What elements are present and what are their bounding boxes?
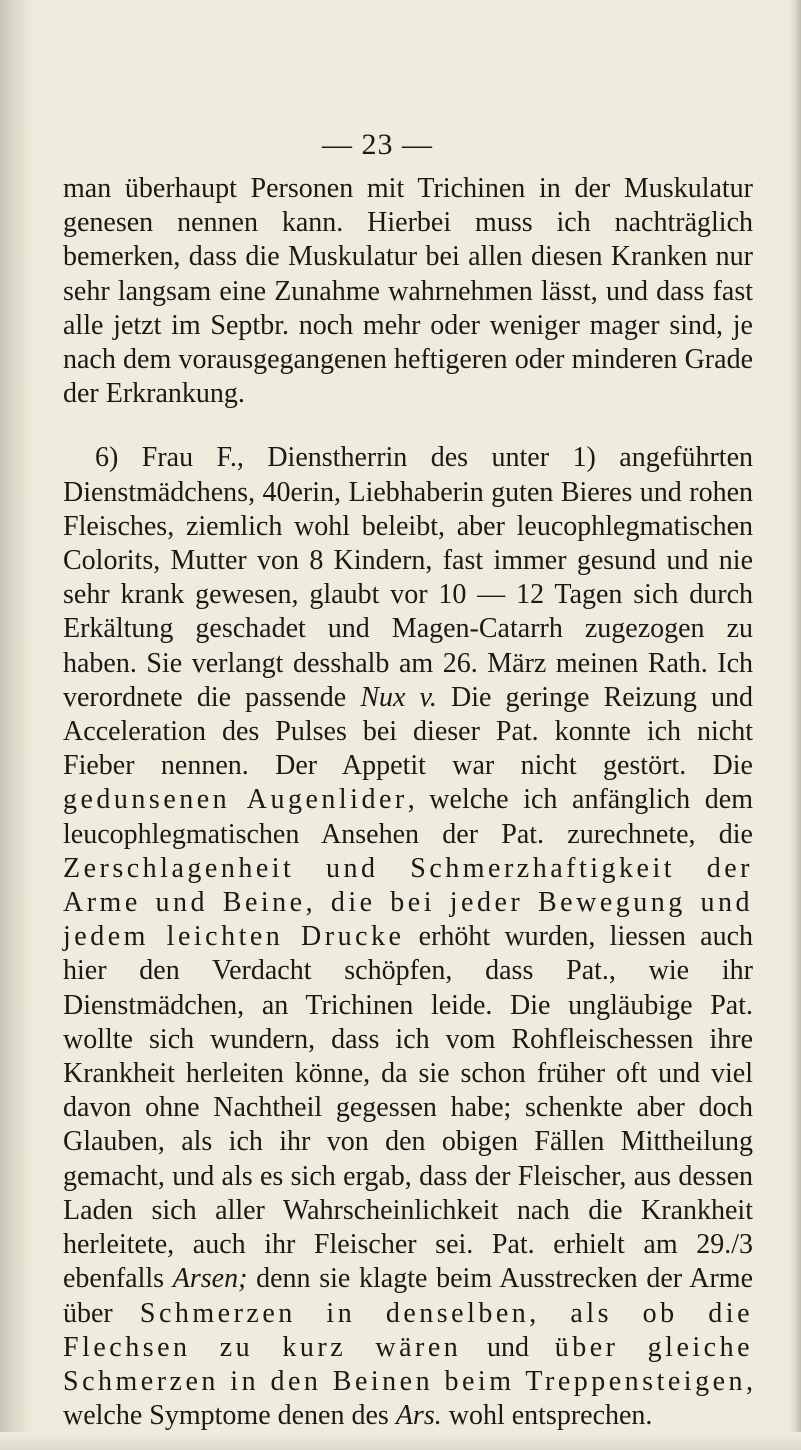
text-run: erhöht wurden, liessen auch hier den Verdacht schöpfen, dass Pat., wie ihr Dienstmädchen, an Trichinen leide. Die ungläubige Pat. wollte sich wundern, dass ich vom Rohfleischessen ihre Krankheit herleiten könne, da sie schon früher oft und viel davon ohne Nachtheil gegessen habe; schenkte aber doch Glauben, als ich ihr von den obigen Fällen Mittheilung gemacht, und als es sich ergab, dass der Fleischer, aus dessen Laden sich aller Wahrscheinlichkeit nach die Krankheit herleitete, auch ihr Fleischer sei. Pat. erhielt am 29./3 ebenfalls bbox=[63, 921, 753, 1295]
remedy-name-nux: Nux v. bbox=[360, 681, 437, 713]
text-run: , welche ich anfänglich dem leucophlegmatischen Ansehen der Pat. zurechnete, die bbox=[63, 784, 753, 850]
remedy-name-arsen: Arsen; bbox=[172, 1263, 248, 1295]
text-run: und bbox=[461, 1331, 555, 1363]
gutter-shadow bbox=[0, 0, 34, 1450]
emphasized-symptom: über gleiche Schmerzen in den Beinen beim Treppensteigen bbox=[63, 1331, 754, 1397]
page-edge-bottom bbox=[0, 1432, 801, 1450]
text-run: , welche Symptome denen des bbox=[63, 1365, 753, 1432]
body-text bbox=[63, 172, 753, 1433]
text-run: wohl entsprechen. bbox=[441, 1400, 653, 1432]
text-run: denn sie klagte beim Ausstrecken der Arme über bbox=[63, 1263, 754, 1329]
emphasized-symptom: Zerschlagenheit und Schmerzhaftigkeit der Arme und Beine, die bei jeder Bewegung und jedem leichten Drucke bbox=[63, 852, 753, 953]
page-number: — 23 — bbox=[322, 128, 433, 161]
text-run: man überhaupt Personen mit Trichinen in der Muskulatur genesen nennen kann. Hierbei muss ich nachträglich bemerken, dass die Muskulatur bei allen diesen Kranken nur sehr langsam eine Zunahme wahrnehmen lässt, und dass fast alle jetzt im Septbr. noch mehr oder weniger mager sind, je nach dem vorausgegangenen heftigeren oder minderen Grade der Erkrankung. bbox=[63, 173, 753, 410]
page-edge-right bbox=[789, 0, 801, 1450]
paragraph-1 bbox=[63, 172, 753, 411]
text-run: Die geringe Reizung und Acceleration des Pulses bei dieser Pat. konnte ich nicht Fieber nennen. Der Appetit war nicht gestört. Die bbox=[63, 681, 753, 782]
emphasized-symptom: gedunsenen Augenlider bbox=[63, 784, 408, 816]
remedy-name-ars: Ars. bbox=[395, 1400, 442, 1432]
paragraph-2-case-6 bbox=[63, 441, 753, 1433]
emphasized-symptom: Schmerzen in denselben, als ob die Flechsen zu kurz wären bbox=[63, 1297, 753, 1363]
text-run: 6) Frau F., Dienstherrin des unter 1) angeführten Dienstmädchens, 40erin, Liebhaberin guten Bieres und rohen Fleisches, ziemlich wohl beleibt, aber leucophlegmatischen Colorits, Mutter von 8 Kindern, fast immer gesund und nie sehr krank gewesen, glaubt vor 10 — 12 Tagen sich durch Erkältung geschadet und Magen-Catarrh zugezogen zu haben. Sie verlangt desshalb am 26. März meinen Rath. Ich verordnete die passende bbox=[63, 442, 753, 713]
